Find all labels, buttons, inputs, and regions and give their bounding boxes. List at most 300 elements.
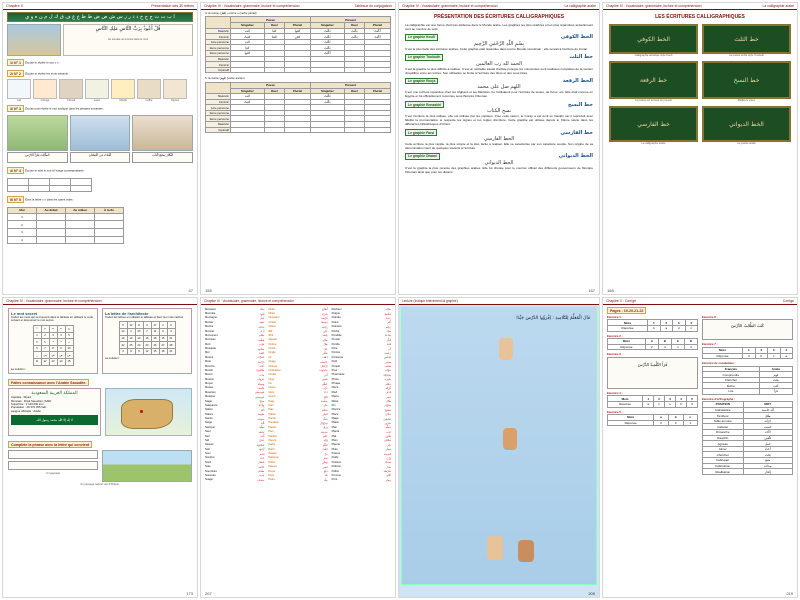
vocab-fr: Ouest	[268, 386, 276, 390]
vocab-ar: عَفْو	[323, 434, 328, 439]
vocab-column-2	[267, 307, 328, 482]
style-sample: الخط الديواني	[484, 159, 514, 166]
vocab-fr: Neuf	[205, 430, 211, 434]
vocab-ar: مَرَّ	[324, 451, 328, 456]
th: c	[683, 414, 697, 420]
td: بَحَثَ	[743, 452, 793, 458]
td: Dauphin	[703, 435, 744, 441]
position-table-row-label: 2	[8, 221, 37, 229]
word-image-label: Oignon	[170, 99, 180, 102]
td: طَبْل	[743, 413, 793, 419]
answer-table-2	[607, 338, 698, 350]
fact-item: Langue officielle : Arabe	[11, 408, 41, 413]
vocab-fr: Personne	[331, 355, 344, 359]
td: Dimanche	[703, 430, 744, 436]
plate-arabic: الخط الديواني	[702, 106, 791, 142]
code-grid: ا ب ت ث ج 1 2 3 4 5 ح خ د ذ ر 6 7 8 9 10 ز س ش ص ض 11 12 13 14 15	[33, 325, 74, 366]
vocab-fr: Pont	[331, 478, 338, 482]
conj-cell: تَكْتُبُ	[310, 28, 344, 34]
vocab-ar: مُحَرِّك	[257, 355, 265, 360]
position-table-row-label: 3	[8, 228, 37, 236]
vocab-ar: ظُفْر	[322, 350, 328, 355]
vocab-fr: Pierre	[331, 395, 339, 399]
orthography-table	[702, 401, 793, 475]
vocab-fr: Parent	[268, 438, 277, 442]
td: d	[743, 353, 755, 359]
character-illustration	[487, 536, 503, 560]
vocab-ar: رَائِحَة	[321, 324, 328, 329]
style-text: C'est une écriture répandue chez les Afghans et les Maristas. Ke l'utilisaient pour l'écriture de textes, de livres, etc. Elle était connue en Égypte et fut officiellement reconnue sous l'Empire Ottoman.	[405, 90, 593, 99]
vocab-ar: أَلَم	[387, 320, 391, 325]
plate-arabic: خط النسخ	[702, 61, 791, 99]
vocab-ar: سَلَّة	[323, 416, 328, 421]
saudi-section-title: Faites connaissance avec l'Arabie Saoudite.	[8, 379, 89, 386]
exercise-title: Exercice 4 :	[607, 390, 623, 395]
style-text: C'est la graphie la plus difficile à réaliser. C'est un véritable travail d'artiste puisque les minuscules sont réalisées complètes de la section d'équilibre entre les lettres. Son utilisation se limite à l'écriture des titres et des sous-titres.	[405, 66, 593, 75]
page-209	[398, 297, 600, 598]
vocab-ar: دُبّ	[323, 390, 328, 395]
style-text: C'est l'écriture la plus utilisée, elle est utilisée par les copistes. Pour cette raison, le Coran a été écrit en Naskhi car il reproduit avec fidélité la prononciation et respecte les signes et les règles d'écriture. Cette graphie est utilisée depuis le XIème siècle dans les différentes bibliothèques d'Orient.	[405, 114, 593, 127]
vocab-ar: بُرْتُقَال	[320, 364, 328, 369]
vocab-ar: وَالِد	[323, 438, 328, 443]
verse-caption: Ce sourate se termine dans le nom	[107, 38, 149, 41]
vocab-ar: خُبْز	[323, 403, 328, 408]
td: a	[643, 401, 654, 407]
fact-item: Population : 28 376 355 hab.	[11, 405, 47, 410]
page-number: 168	[607, 288, 614, 293]
vocab-column-1	[204, 307, 265, 482]
number-header: Pluriel	[365, 88, 391, 94]
style-name: Le graphie Diwani	[405, 153, 440, 160]
calligraphy-plate	[702, 61, 791, 102]
vocab-ar: سَاعَة	[258, 324, 265, 329]
page-167	[398, 2, 600, 295]
td: d	[687, 401, 698, 407]
matching-table	[7, 178, 92, 192]
vocab-ar: غُرْفَة	[385, 385, 391, 390]
style-sample: الخط الفارسي	[483, 136, 515, 143]
vocab-ar: وَرَق	[322, 425, 328, 430]
td: Chercher	[703, 452, 744, 458]
left-title: Le mot secret	[11, 311, 38, 316]
th: 4	[780, 347, 793, 353]
sentence-box: النَّجَّارُ يَصْنَعُ الْبَابَ	[132, 152, 193, 163]
number-header: Singulier	[310, 23, 344, 29]
section-b-title: 5- la racine (فَهِمَ) (verbe ancien)	[205, 76, 245, 81]
exercise-title: Exercice 6 :	[702, 315, 718, 319]
style-text: C'est la plus belle des écritures arabes. Cette graphie était répandue dans tout le Monde musulman : elle servait à l'écriture du Coran.	[405, 46, 589, 51]
td: Réponse	[703, 353, 743, 359]
vocab-ar: رَسْم	[385, 324, 391, 329]
vocab-fr: Patrie	[268, 460, 276, 464]
exercise-4-title: 4/ N° 4	[7, 167, 24, 174]
position-table-header: À la fin	[95, 208, 124, 214]
vocab-ar: رُخْصَة	[384, 350, 391, 355]
vocab-ar: تِسْعَة	[258, 429, 265, 434]
vocab-ar: جِلْد	[323, 477, 328, 482]
td: 4	[658, 344, 671, 350]
character-illustration	[518, 540, 534, 562]
td: a	[780, 353, 793, 359]
td: b	[648, 326, 660, 332]
page-number: 167	[588, 288, 595, 293]
vocab-fr: Odeur	[268, 325, 276, 329]
vocab-fr: Nord	[205, 460, 211, 464]
vocab-fr: Nombre	[205, 456, 215, 460]
page-168-header-left: Chapitre IV : Vocabulaire, grammaire, lecture et compréhension	[606, 4, 702, 8]
td: صِنَاعَة	[743, 463, 793, 469]
vocab-ar: غَرْب	[322, 385, 328, 390]
exercise-4-text: Écoute et relie le mot à l'image correspondante :	[25, 168, 86, 173]
td: Fabriquer	[703, 458, 744, 464]
exercise-3-title: 3/ N° 3	[7, 105, 24, 112]
th: 3	[768, 347, 780, 353]
td: Calculer	[703, 424, 744, 430]
page-158-header-left: Chapitre IV : Vocabulaire, grammaire, lecture et compréhension	[204, 4, 300, 8]
vocab-ar: وَسِيلَة	[257, 381, 265, 386]
number-header: Pluriel	[365, 23, 391, 29]
fact-item: Capitale : Riyad	[11, 395, 31, 400]
exercise-title: Exercice 5 :	[607, 409, 623, 414]
vocab-fr: Poids	[331, 456, 339, 460]
vocab-fr: Orage	[268, 360, 276, 364]
vocab-ar: صَيْدَلِيَّة	[383, 372, 391, 377]
calligraphy-plate	[609, 106, 698, 145]
vocab-fr: Poème	[331, 452, 341, 456]
td: فَهِمَ	[759, 372, 792, 378]
vocab-fr: Os	[268, 382, 272, 386]
vocab-fr: Océan	[268, 320, 277, 324]
td: Écrire	[703, 383, 760, 389]
vocab-ar: صَدْر	[385, 464, 391, 469]
plate-caption: Meilleurs vœux	[737, 99, 756, 102]
vocab-fr: Penser	[331, 338, 341, 342]
td: إِنْجَاز	[743, 469, 793, 475]
plates-title: LES ÉCRITURES CALLIGRAPHIQUES	[655, 14, 745, 20]
position-table-header: Au milieu	[66, 208, 95, 214]
vocab-ar: مَكَان	[385, 412, 391, 417]
exercise-title: Exercice 2 :	[607, 333, 623, 338]
row-label: Masculin	[206, 94, 231, 100]
td: بَحَثَ	[759, 377, 792, 383]
vocab-ar: أَرَى	[260, 329, 265, 334]
th: POSITION	[703, 402, 744, 408]
section-a-title: 4- la racine (فَعَلَ) « écrire » (verbe pluriel)	[205, 11, 257, 15]
answer-table-4	[607, 395, 698, 407]
td: دُلْفِين	[743, 435, 793, 441]
right-text: Codez les lettres en utilisant le tableau et lisez les mots cachés.	[105, 315, 184, 319]
answer-table-7	[702, 347, 793, 359]
page-number: 158	[205, 288, 212, 293]
solution-label: La solution :	[105, 356, 121, 361]
exercise-2-text: Écoute et répète les mots suivants :	[25, 71, 70, 76]
position-table-row-label: 4	[8, 236, 37, 244]
td: c	[685, 326, 698, 332]
vocab-ar: جِسْر	[385, 477, 391, 482]
vocab-ar: حَاسُوب	[319, 368, 328, 373]
vocab-ar: فَكَّرَ	[386, 337, 391, 342]
vocab-ar: مَسْبَح	[384, 407, 391, 412]
vocab-fr: Objet	[268, 312, 275, 316]
style-arabic-label: الخط الديواني	[558, 153, 593, 160]
calligraphy-plate	[702, 106, 791, 145]
conj-cell: تَكْتُبُ	[310, 34, 344, 40]
vocab-fr: Mot	[205, 351, 210, 355]
vocab-fr: Œil	[268, 329, 273, 333]
page-173	[2, 297, 198, 598]
vocab-fr: Peine	[331, 320, 339, 324]
vocab-ar: طَائِر	[322, 337, 328, 342]
conj-cell: اُكْتُبْ	[365, 34, 391, 40]
style-name: Le graphie Roq'a	[405, 78, 438, 85]
vocab-ar: سَبَحَ	[259, 399, 265, 404]
vocab-fr: Mourir	[205, 373, 213, 377]
vocab-ar: ذُبَابَة	[259, 364, 265, 369]
vocab-ar: صَيَّاد	[385, 307, 391, 312]
vocab-ar: سِرْوَال	[319, 420, 328, 425]
vocab-ar: ذَهَب	[322, 355, 328, 360]
vocab-fr: Papier	[268, 425, 277, 429]
td: 1	[683, 420, 697, 426]
vocab-fr: Nid	[205, 438, 210, 442]
tense-header: Présent	[310, 17, 390, 23]
style-arabic-label: الخط الرقعة	[562, 78, 593, 85]
vocab-ar: بَيْضَة	[322, 333, 328, 338]
vocab-ar: سَاعَة	[384, 333, 391, 338]
td: آلة حاسبة	[743, 407, 793, 413]
style-name: Le graphie Koufi	[405, 34, 438, 41]
th: 2	[654, 396, 665, 402]
vocab-fr: Niveau	[205, 443, 214, 447]
vocab-ar: مُتْحَف	[257, 385, 265, 390]
vocab-fr: Oiseau	[268, 338, 277, 342]
vocab-fr: Neige	[205, 421, 213, 425]
vocab-ar: وَطَن	[322, 460, 328, 465]
style-name: Le graphie Toulouth	[405, 54, 443, 61]
th: 5	[687, 396, 698, 402]
vocab-ar: فَقِير	[322, 464, 328, 469]
th: Mots	[608, 320, 648, 326]
td: كَتَبَ	[759, 383, 792, 389]
conj-cell: كَتَبُوا	[231, 51, 265, 57]
td: حَمَل	[743, 441, 793, 447]
vocab-fr: Noir	[205, 447, 210, 451]
vocab-fr: Parc	[268, 430, 274, 434]
exercise-title: Exercice 7 :	[702, 342, 718, 347]
fact-item: Superficie : 2 149 690 km²	[11, 401, 44, 406]
page-number: 209	[588, 591, 595, 596]
group-label: 1ère personne	[206, 105, 231, 111]
word-image-label: Orange	[40, 99, 50, 102]
position-table-row-label: 1	[8, 213, 37, 221]
vocab-ar: ثَلْج	[260, 420, 265, 425]
group-label: 2ème personne	[206, 110, 231, 116]
td: Lire	[703, 389, 760, 395]
reading-panel	[401, 307, 597, 585]
conj-cell: يَكْتُبُ	[310, 99, 344, 105]
th: Arabe	[759, 366, 792, 372]
vocab-fr: Pêche	[331, 329, 340, 333]
vocab-fr: Ordinateur	[268, 368, 282, 372]
vocab-ar: طَاحُونَة	[256, 368, 265, 373]
number-header: Pluriel	[285, 88, 311, 94]
imperative-label: Impératif	[206, 127, 231, 133]
vocab-fr: Place	[331, 412, 339, 416]
td: 2	[645, 344, 658, 350]
th: 4	[676, 396, 687, 402]
vocab-ar: شَخْص	[383, 355, 391, 360]
td: Fabrication	[703, 463, 744, 469]
vocab-fr: Police	[331, 469, 339, 473]
vocab-ar: جُمْلَة	[385, 381, 391, 386]
vocab-ar: عَمّ	[324, 346, 328, 351]
photo-landscape	[7, 24, 61, 56]
vocab-ar: شَيْء	[321, 311, 328, 316]
scene-photo	[70, 115, 131, 151]
vocab-fr: Ongle	[268, 351, 276, 355]
th: MOT	[743, 402, 793, 408]
group-label: 3ème personne	[206, 51, 231, 57]
vocab-ar: قِطْعَة	[258, 337, 265, 342]
page-219	[602, 297, 798, 598]
number-header: Singulier	[231, 23, 265, 29]
vocab-ar: فُرْصَة	[321, 315, 328, 320]
vocab-fr: Montrer	[205, 329, 215, 333]
vocab-ar: صَعِدَ	[259, 320, 265, 325]
character-illustration	[503, 428, 517, 450]
td: Table armoire	[703, 418, 744, 424]
td: Réponse	[608, 344, 646, 350]
vocab-ar: شَعِير	[321, 377, 328, 382]
conj-cell: اُكْتُبْ	[365, 28, 391, 34]
vocab-ar: مُحِيط	[321, 320, 328, 325]
conj-cell: يَكْتُبُ	[344, 34, 364, 40]
vocab-ar: سَيِّد	[259, 307, 265, 312]
answer-table-1	[607, 319, 698, 331]
vocab-ar: ظِلّ	[323, 342, 328, 347]
vocab-fr: Panier	[268, 417, 277, 421]
vocab-ar: نَبَات	[386, 429, 391, 434]
th: A	[645, 339, 658, 345]
vocab-ar: جَدِيد	[259, 473, 265, 478]
vocab-ar: فَقَدَ	[386, 342, 391, 347]
vocab-ar: عَيْن	[323, 329, 328, 334]
vocab-fr: Musée	[205, 386, 214, 390]
vocab-ar: عُشّ	[259, 438, 265, 443]
th: 2	[755, 347, 767, 353]
number-header: Duel	[344, 23, 364, 29]
page-number: 219	[786, 591, 793, 596]
vocab-fr: Morceau	[205, 338, 216, 342]
td: b	[755, 353, 767, 359]
vocab-fr: Navire	[205, 417, 213, 421]
vocab-ar: طَبَق	[385, 434, 391, 439]
plate-caption: La poésie écrite style Toulouth	[729, 54, 764, 57]
td: قَرَأَ	[759, 389, 792, 395]
vocab-ar: اِسْم	[259, 451, 265, 456]
td: الأَحَد	[743, 430, 793, 436]
conjugation-table-b	[205, 82, 391, 133]
vocab-ar: تَكَلَّمَ	[322, 442, 328, 447]
vocab-ar: سُرُور	[384, 420, 391, 425]
th: 1	[643, 396, 654, 402]
tense-header: Passé	[231, 17, 311, 23]
vocab-fr: Pleurer	[331, 443, 341, 447]
td: أَحَبَّ	[743, 446, 793, 452]
th: B	[658, 339, 671, 345]
vocab-fr: Palais	[268, 412, 276, 416]
pages-label: Pages : 19-20-21-22	[607, 307, 646, 314]
vocab-fr: Moulin	[205, 368, 213, 372]
style-text: C'est la graphie la plus récente des graphies arabes. Elle fut choisie pour le courrier officiel des différents gouverneurs de l'Empire Ottoman ainsi que pour les diwans.	[405, 165, 593, 174]
plate-caption: La poésie arabe	[737, 142, 756, 145]
conj-cell: كَتَبَ	[231, 94, 265, 100]
page-209-caption: Lecture (Indique brièvement la graphie)	[402, 299, 458, 303]
vocab-ar: جَبَل	[259, 315, 265, 320]
group-label: 1ère personne	[206, 39, 231, 45]
exercise-title: Exercice 1 :	[607, 315, 623, 319]
calligraphy-intro: La calligraphie est une forme d'art très élaborée dans le Monde arabe. Les graphies les plus célèbres et les plus répandues actuellement sont au nombre de sept.	[405, 23, 593, 32]
page-173-header-left: Chapitre IV : Vocabulaire, grammaire, lecture et compréhension	[6, 299, 102, 303]
vocab-fr: Plein	[331, 438, 338, 442]
vocab-ar: مُمْتَلِئ	[384, 438, 391, 443]
conjugation-table-a	[205, 16, 391, 73]
conj-cell: كَتَبَ	[231, 39, 265, 45]
vocab-fr: Plan	[331, 425, 338, 429]
page-number: 207	[205, 591, 212, 596]
landscape-photo	[102, 450, 192, 482]
style-name: Le graphie Ennaskhi	[405, 101, 444, 108]
td: Aimer	[703, 446, 744, 452]
td: خِزَانَة	[743, 418, 793, 424]
vocab-fr: Peigne	[331, 312, 341, 316]
vocab-ar: مَعْلَم	[258, 333, 265, 338]
vocab-ar: مُوسِيقَى	[254, 394, 265, 399]
vocab-fr: Piscine	[331, 408, 341, 412]
vocab-ar: بَلَد	[324, 473, 328, 478]
td: Réponse	[608, 420, 654, 426]
vocab-fr: Ombre	[268, 342, 277, 346]
th: 1	[648, 320, 660, 326]
scene-photo	[7, 115, 68, 151]
conj-cell: كَتَبَتْ	[231, 99, 265, 105]
architect-grid: 5 12 8 3 17 2 9 14 1 20 7 11 6 4 19 10 13 16 18 15 21 22 25 24 23 26 27 28 3 6 9 12 15 18 21	[119, 321, 176, 355]
vocab-fr: Plage	[331, 417, 339, 421]
vocab-ar: مَسْجِد	[257, 346, 265, 351]
style-sample: بِسْمِ اللّٰهِ الرَّحْمٰنِ الرَّحِيم	[473, 40, 525, 47]
td: 2	[654, 420, 668, 426]
vocab-ar: شُرْطَة	[383, 469, 391, 474]
vocab-fr: Peur	[331, 368, 338, 372]
th: Mots	[703, 347, 743, 353]
th: 3	[673, 320, 685, 326]
answer-table-5	[607, 414, 698, 426]
calligraphy-title: PRÉSENTATION DES ÉCRITURES CALLIGRAPHIQUES	[433, 14, 565, 20]
td: صَنَعَ	[743, 458, 793, 464]
vocab-fr: Pharmacie	[331, 373, 345, 377]
solution-label: La solution :	[11, 366, 27, 371]
word-image-label: Coffre	[145, 99, 153, 102]
td: 3	[668, 420, 683, 426]
th: D	[684, 339, 697, 345]
vocab-ar: عَاصِفَة	[320, 359, 328, 364]
vocab-fr: Pilote	[331, 399, 339, 403]
saudi-flag: لا إله إلا الله محمد رسول الله	[11, 415, 98, 425]
vocab-fr: Monument	[205, 333, 218, 337]
vocab-fr: Peuple	[331, 364, 341, 368]
vocab-ar: نُقُود	[259, 311, 265, 316]
vocab-fr: Musicien	[205, 390, 216, 394]
